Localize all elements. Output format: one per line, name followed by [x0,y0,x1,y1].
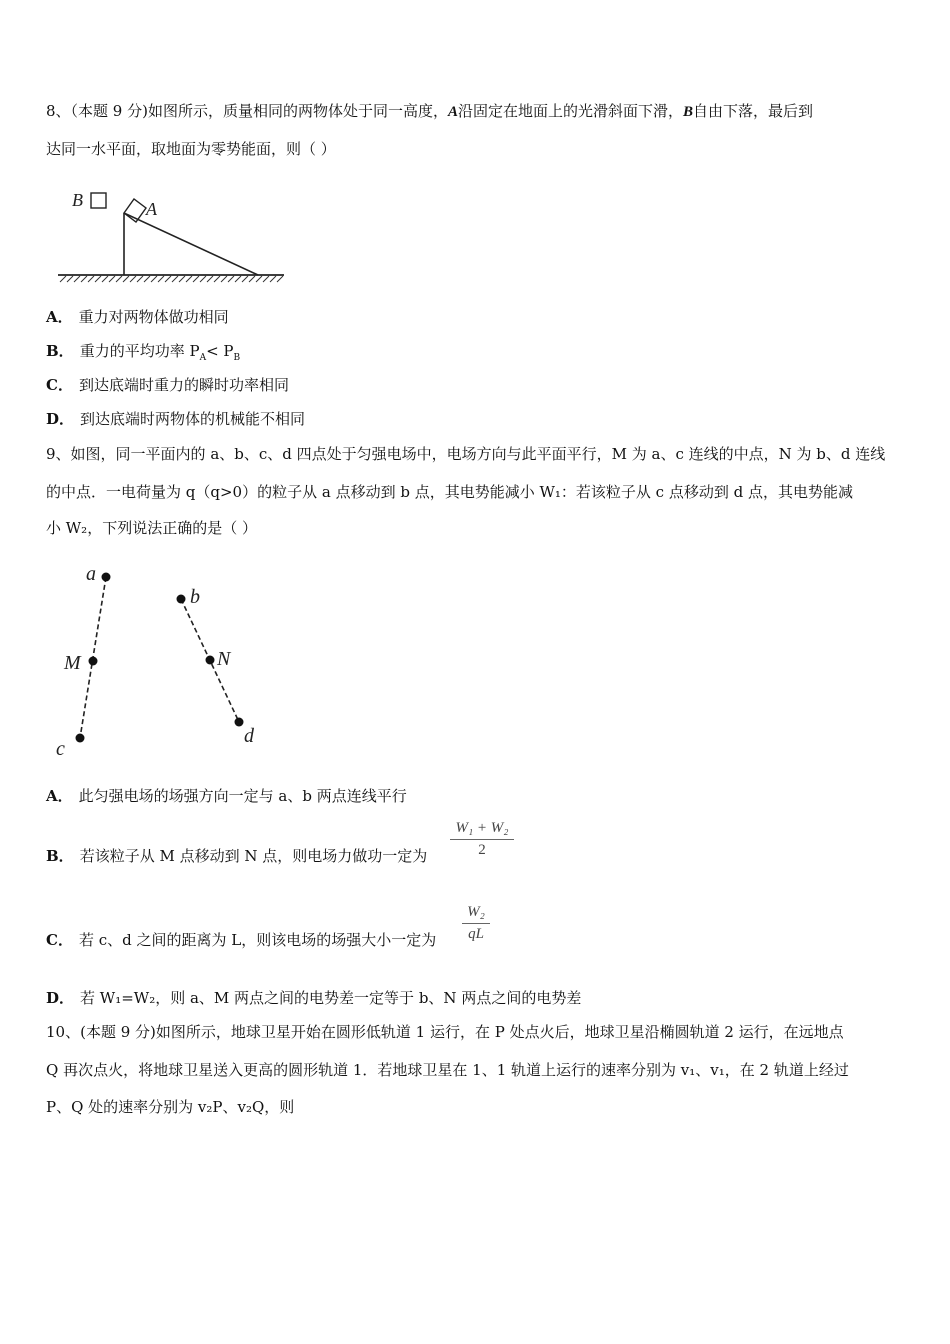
q8-text: 8、（本题 9 分)如图所示，质量相同的两物体处于同一高度， [46,102,448,120]
q8-stem-line1 [46,101,813,122]
subscript-B: B [233,353,241,363]
fraction-bar [462,923,490,924]
label-b: b [190,586,200,608]
option-text: 若 W₁=W₂，则 a、M 两点之间的电势差一定等于 b、N 两点之间的电势差 [80,989,582,1007]
label-c: c [56,738,65,760]
fraction-denominator: 2 [478,842,486,858]
fraction-denominator: qL [468,926,484,942]
q10-stem-line2: Q 再次点火，将地球卫星送入更高的圆形轨道 1．若地球卫星在 1、1 轨道上运行的速率分别为 v₁、v₁，在 2 轨道上经过 [46,1061,849,1079]
option-text: 重力对两物体做功相同 [78,308,229,326]
q9-option-C [46,930,436,950]
option-letter: C． [46,376,73,394]
field-points-figure [50,555,280,770]
option-letter: D． [46,410,75,428]
point-c [76,734,85,743]
ground-hatching [60,276,283,282]
q8-option-C [46,375,289,395]
point-N [206,656,215,665]
option-text: 若该粒子从 M 点移动到 N 点，则电场力做功一定为 [79,847,428,865]
q8-option-B [46,341,240,368]
label-d: d [244,725,254,747]
q9-stem-line1: 9、如图，同一平面内的 a、b、c、d 四点处于匀强电场中，电场方向与此平面平行，M 为 a、c 连线的中点，N 为 b、d 连线 [46,445,886,463]
option-text: 此匀强电场的场强方向一定与 a、b 两点连线平行 [78,787,407,805]
fraction-w1-plus-w2-over-2 [450,820,514,859]
label-a: a [86,563,96,585]
fraction-numerator: W₂ [467,904,485,920]
incline-slope [124,213,258,275]
q9-option-D [46,988,581,1008]
point-a [102,573,111,582]
point-d [235,718,244,727]
option-letter: A． [46,787,73,805]
block-B [91,193,106,208]
var-A: A [447,104,458,120]
fig-label-A: A [146,199,157,219]
option-text: 到达底端时两物体的机械能不相同 [80,410,306,428]
option-text: < P [206,342,234,360]
point-b [177,595,186,604]
fraction-bar [450,839,514,840]
q10-stem-line3: P、Q 处的速率分别为 v₂P、v₂Q，则 [46,1098,295,1116]
q9-option-B [46,846,427,866]
option-letter: A． [46,308,73,326]
option-text: 重力的平均功率 P [79,342,200,360]
label-M: M [64,652,81,674]
option-letter: C． [46,931,73,949]
q8-stem-line2: 达同一水平面，取地面为零势能面，则（ ） [46,140,336,158]
option-letter: B． [46,847,74,865]
label-N: N [217,648,231,670]
q9-stem-line3: 小 W₂，下列说法正确的是（ ） [46,519,257,537]
subscript-A: A [199,353,207,363]
option-letter: B． [46,342,74,360]
q8-option-A [46,307,229,327]
option-text: 到达底端时重力的瞬时功率相同 [78,376,289,394]
q8-text: 沿固定在地面上的光滑斜面下滑， [458,102,684,120]
fraction-numerator: W₁ + W₂ [455,820,509,836]
option-letter: D． [46,989,75,1007]
point-M [89,657,98,666]
q9-option-A [46,786,407,806]
q9-stem-line2: 的中点．一电荷量为 q（q>0）的粒子从 a 点移动到 b 点，其电势能减小 W₁：若该粒子从 c 点移动到 d 点，其电势能减 [46,483,853,501]
q8-option-D [46,409,305,429]
var-B: B [683,104,694,120]
fig-label-B: B [72,190,83,210]
fraction-w2-over-qL [462,904,490,943]
option-text: 若 c、d 之间的距离为 L，则该电场的场强大小一定为 [78,931,437,949]
incline-figure [56,180,291,292]
q8-text: 自由下落，最后到 [693,102,814,120]
q10-stem-line1: 10、(本题 9 分)如图所示，地球卫星开始在圆形低轨道 1 运行，在 P 处点火后，地球卫星沿椭圆轨道 2 运行，在远地点 [46,1023,844,1041]
